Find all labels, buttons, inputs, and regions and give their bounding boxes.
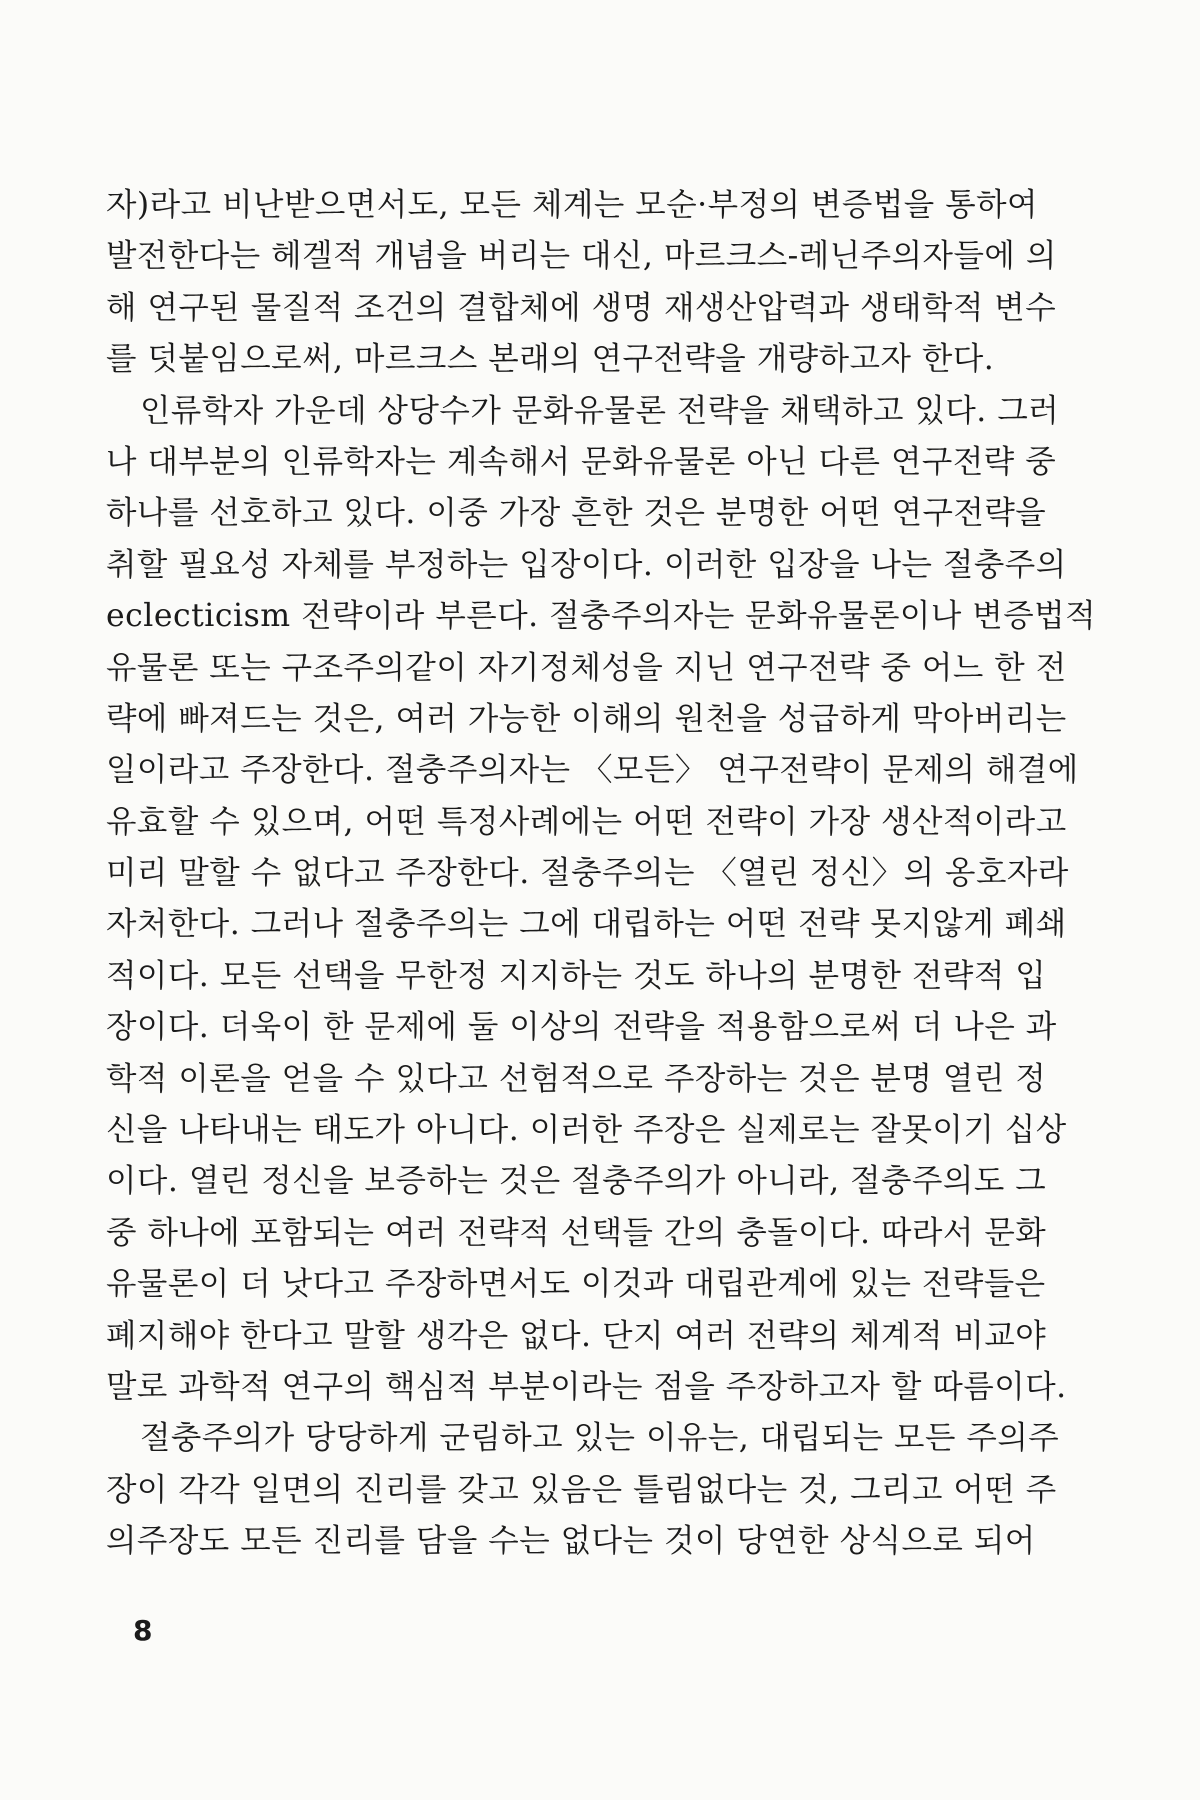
- text-line: 발전한다는 헤겔적 개념을 버리는 대신, 마르크스-레닌주의자들에 의: [106, 238, 1057, 275]
- text-line: 학적 이론을 얻을 수 있다고 선험적으로 주장하는 것은 분명 열린 정: [106, 1060, 1047, 1097]
- text-line: 하나를 선호하고 있다. 이중 가장 흔한 것은 분명한 어떤 연구전략을: [106, 495, 1047, 532]
- text-line: 자)라고 비난받으면서도, 모든 체계는 모순·부정의 변증법을 통하여: [106, 187, 1038, 223]
- text-line: 유물론 또는 구조주의같이 자기정체성을 지닌 연구전략 중 어느 한 전: [106, 649, 1067, 686]
- text-line: 인류학자 가운데 상당수가 문화유물론 전략을 채택하고 있다. 그러: [140, 392, 1060, 429]
- text-line: 유효할 수 있으며, 어떤 특정사례에는 어떤 전략이 가장 생산적이라고: [106, 803, 1067, 840]
- text-line: 신을 나타내는 태도가 아니다. 이러한 주장은 실제로는 잘못이기 십상: [106, 1112, 1067, 1149]
- text-line: 일이라고 주장한다. 절충주의자는 〈모든〉 연구전략이 문제의 해결에: [106, 752, 1079, 789]
- text-line: 나 대부분의 인류학자는 계속해서 문화유물론 아닌 다른 연구전략 중: [106, 443, 1057, 480]
- text-line: 자처한다. 그러나 절충주의는 그에 대립하는 어떤 전략 못지않게 폐쇄: [106, 906, 1067, 943]
- text-line: 중 하나에 포함되는 여러 전략적 선택들 간의 충돌이다. 따라서 문화: [106, 1214, 1047, 1251]
- text-line: 미리 말할 수 없다고 주장한다. 절충주의는 〈열린 정신〉의 옹호자라: [106, 855, 1069, 892]
- text-line: 의주장도 모든 진리를 담을 수는 없다는 것이 당연한 상식으로 되어: [106, 1523, 1036, 1560]
- text-line: 이다. 열린 정신을 보증하는 것은 절충주의가 아니라, 절충주의도 그: [106, 1163, 1047, 1200]
- text-line: 장이 각각 일면의 진리를 갖고 있음은 틀림없다는 것, 그리고 어떤 주: [106, 1471, 1057, 1508]
- text-line: 장이다. 더욱이 한 문제에 둘 이상의 전략을 적용함으로써 더 나은 과: [106, 1009, 1057, 1046]
- text-line: 절충주의가 당당하게 군림하고 있는 이유는, 대립되는 모든 주의주: [140, 1420, 1060, 1457]
- text-line: 취할 필요성 자체를 부정하는 입장이다. 이러한 입장을 나는 절충주의: [106, 546, 1067, 583]
- text-line: eclecticism 전략이라 부른다. 절충주의자는 문화유물론이나 변증법적: [106, 598, 1097, 635]
- text-line: 유물론이 더 낫다고 주장하면서도 이것과 대립관계에 있는 전략들은: [106, 1266, 1046, 1303]
- text-line: 략에 빠져드는 것은, 여러 가능한 이해의 원천을 성급하게 막아버리는: [106, 700, 1067, 737]
- body-text: [106, 180, 1097, 1568]
- page-number: 8: [133, 1614, 153, 1647]
- text-line: 를 덧붙임으로써, 마르크스 본래의 연구전략을 개량하고자 한다.: [106, 341, 995, 378]
- text-line: 적이다. 모든 선택을 무한정 지지하는 것도 하나의 분명한 전략적 입: [106, 957, 1047, 994]
- text-line: 해 연구된 물질적 조건의 결합체에 생명 재생산압력과 생태학적 변수: [106, 289, 1057, 326]
- text-line: 말로 과학적 연구의 핵심적 부분이라는 점을 주장하고자 할 따름이다.: [106, 1368, 1067, 1405]
- text-line: 폐지해야 한다고 말할 생각은 없다. 단지 여러 전략의 체계적 비교야: [106, 1317, 1047, 1354]
